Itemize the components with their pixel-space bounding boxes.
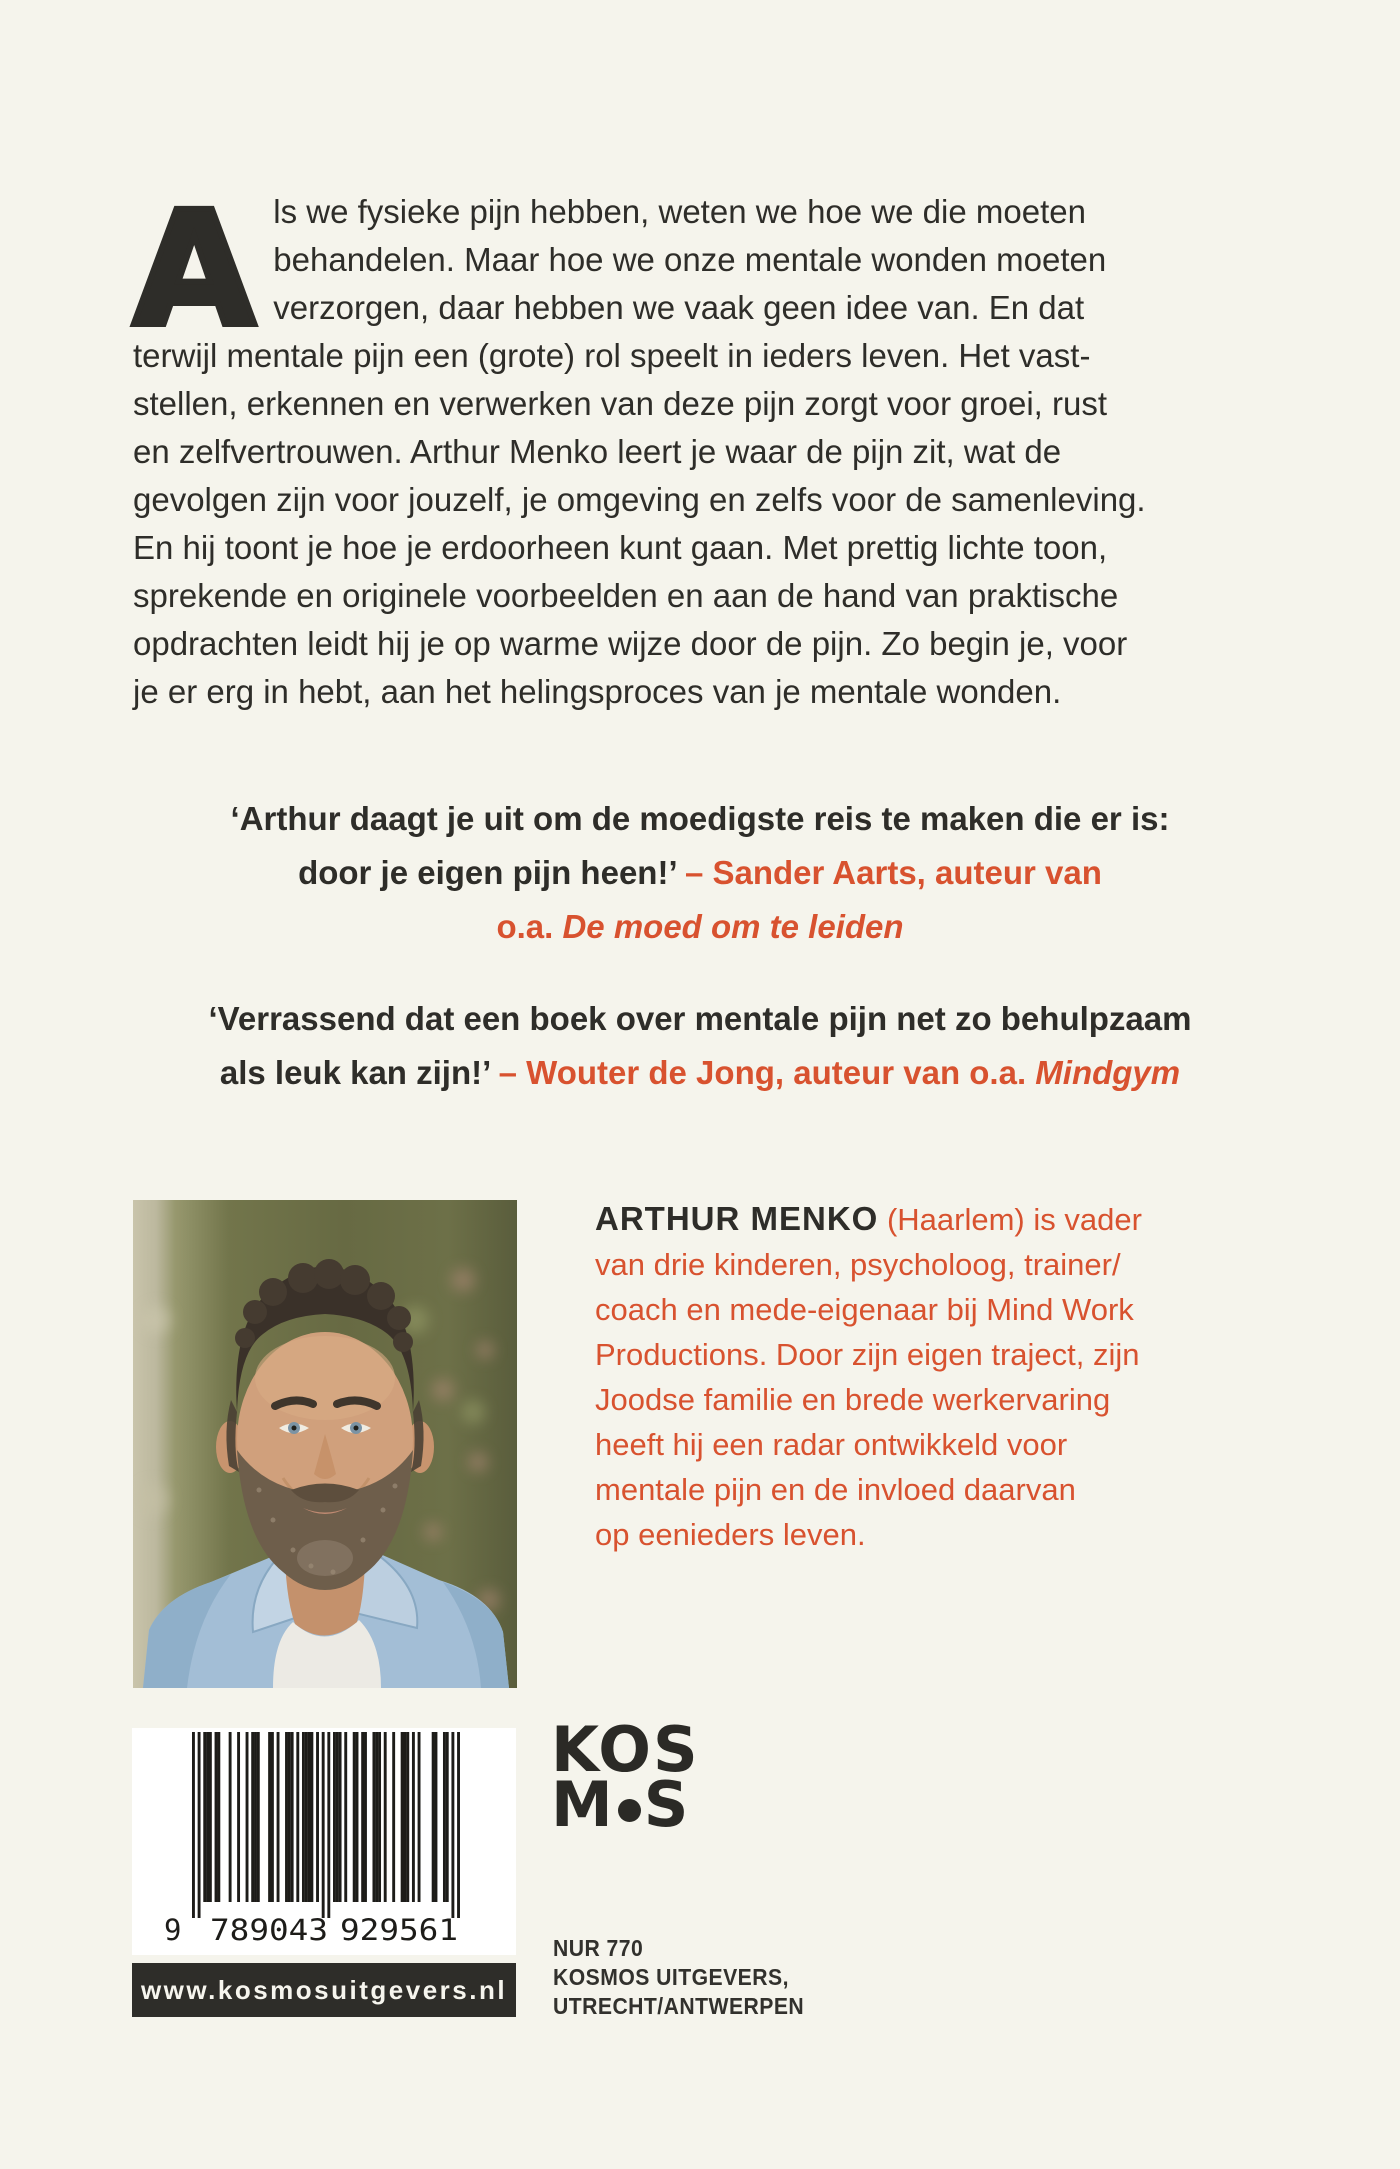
quote-1-book-title: De moed om te leiden: [562, 908, 904, 945]
kosmos-logo-s: S: [643, 1768, 691, 1841]
quote-2-attribution: – Wouter de Jong, auteur van o.a.: [498, 1054, 1036, 1091]
publisher-website-bar: [132, 1963, 516, 2017]
isbn-digit-group-2: 789043: [210, 1913, 328, 1947]
publisher-cities: UTRECHT/ANTWERPEN: [553, 1993, 805, 2019]
publisher-name: KOSMOS UITGEVERS,: [553, 1964, 789, 1990]
quote-1-text: ‘Arthur daagt je uit om de moedigste reis te maken die er is: door je eigen pijn heen!’: [230, 800, 1170, 891]
nur-code: NUR 770: [553, 1935, 644, 1961]
drop-cap-letter: A: [133, 178, 256, 362]
barcode-panel: [132, 1728, 516, 1955]
ean13-barcode: [132, 1728, 516, 1955]
endorsement-quote-2: [125, 992, 1275, 1100]
blurb-text: ls we fysieke pijn hebben, weten we hoe we die moeten behandelen. Maar hoe we onze mentale wonden moeten verzorgen, daar hebben we vaak geen idee van. En dat terwijl mentale pijn een (grote) rol speelt in ieders leven. Het vast- stellen, erkennen en verwerken van deze pijn zorgt voor groei, rust en zelfvertrouwen. Arthur Menko leert je waar de pijn zit, wat de gevolgen zijn voor jouzelf, je omgeving en zelfs voor de samenleving. En hij toont je hoe je erdoorheen kunt gaan. Met prettig lichte toon, sprekende en originele voorbeelden en aan de hand van praktische opdrachten leidt hij je op warme wijze door de pijn. Zo begin je, voor je er erg in hebt, aan het helingsproces van je mentale wonden.: [133, 193, 1146, 710]
quote-1-attribution: – Sander Aarts, auteur van o.a.: [496, 854, 1102, 945]
author-bio: [595, 1196, 1275, 1557]
author-bio-text: (Haarlem) is vader van drie kinderen, psycholoog, trainer/ coach en mede-eigenaar bij Mind Work Productions. Door zijn eigen traject, zijn Joodse familie en brede werkervaring heeft hij een radar ontwikkeld voor mentale pijn en de invloed daarvan op eenieders leven.: [595, 1202, 1142, 1552]
kosmos-logo-kos: KOS: [551, 1713, 700, 1786]
kosmos-dot-icon: [618, 1799, 641, 1822]
endorsement-quote-1: [125, 792, 1275, 954]
author-photo: [133, 1200, 517, 1688]
quote-2-text: ‘Verrassend dat een boek over mentale pijn net zo behulpzaam als leuk kan zijn!’: [208, 1000, 1192, 1091]
quote-2-book-title: Mindgym: [1035, 1054, 1181, 1091]
isbn-digit-group-1: 9: [164, 1913, 182, 1947]
website-url: www.kosmosuitgevers.nl: [140, 1974, 508, 2005]
kosmos-logo-m: M: [551, 1768, 615, 1841]
back-cover-blurb: [133, 178, 1283, 716]
kosmos-logo: [551, 1713, 700, 1841]
author-name: ARTHUR MENKO: [595, 1200, 879, 1237]
kosmos-logo-line-2: [551, 1768, 700, 1841]
publisher-info: [553, 1934, 804, 2021]
isbn-digit-group-3: 929561: [340, 1913, 458, 1947]
